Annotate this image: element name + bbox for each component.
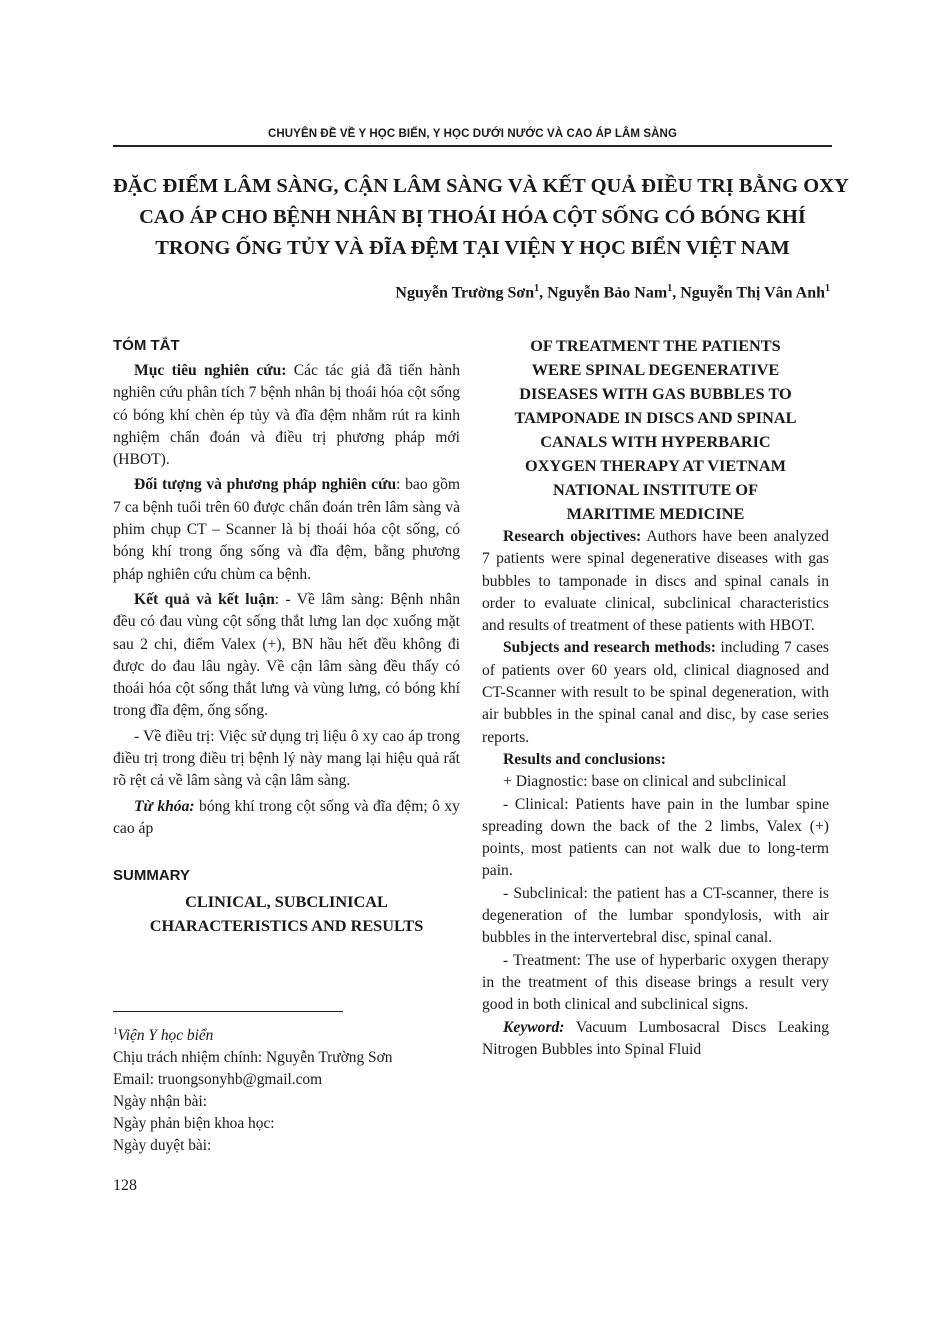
en-objectives-paragraph: Research objectives: Authors have been analyzed 7 patients were spinal degenerative diseases with gas bubbles to tamponade in discs and spinal canals in order to evaluate clinical, subclinical characteristics and results of treatment of these patients with HBOT. bbox=[482, 528, 829, 635]
journal-header: CHUYÊN ĐỀ VỀ Y HỌC BIỂN, Y HỌC DƯỚI NƯỚC VÀ CAO ÁP LÂM SÀNG bbox=[267, 128, 678, 140]
en-title-line: CHARACTERISTICS AND RESULTS bbox=[149, 916, 424, 936]
en-title-line: OXYGEN THERAPY AT VIETNAM bbox=[525, 456, 786, 475]
author-name: Nguyễn Thị Vân Anh bbox=[680, 284, 825, 302]
vn-treatment-paragraph: - Về điều trị: Việc sử dụng trị liệu ô xy cao áp trong điều trị trong điều trị bệnh lý này mang lại hiệu quả rất rõ rệt cả về lâm sàng và cận lâm sàng. bbox=[113, 727, 460, 790]
footnote-rule bbox=[113, 1011, 343, 1012]
en-results-heading: Results and conclusions: bbox=[503, 750, 666, 768]
header-rule bbox=[113, 145, 832, 147]
author-list: Nguyễn Trường Sơn$^1$, Nguyễn Bảo Nam$^1$, Nguyễn Thị Vân Anh$^1$ bbox=[395, 283, 830, 302]
vn-objective-paragraph: Mục tiêu nghiên cứu: Các tác giả đã tiến hành nghiên cứu phân tích 7 bệnh nhân bị thoái hóa cột sống có bóng khí chèn ép tủy và đĩa đệm nhằm rút ra kinh nghiệm chẩn đoán và điều trị phương pháp mới (HBOT). bbox=[113, 362, 460, 469]
en-title-line: MARITIME MEDICINE bbox=[566, 504, 745, 523]
footnote-accepted: Ngày duyệt bài: bbox=[113, 1137, 212, 1155]
en-title-line: CLINICAL, SUBCLINICAL bbox=[185, 892, 388, 912]
author-name: Nguyễn Trường Sơn bbox=[395, 284, 535, 302]
author-affiliation: 1 bbox=[667, 283, 673, 294]
author-affiliation: 1 bbox=[534, 283, 540, 294]
en-clinical-paragraph: - Clinical: Patients have pain in the lumbar spine spreading down the back of the 2 limbs, Valex (+) points, most patients can not walk due to long-term pain. bbox=[482, 795, 829, 880]
en-keyword-paragraph: Keyword: Vacuum Lumbosacral Discs Leaking Nitrogen Bubbles into Spinal Fluid bbox=[482, 1018, 829, 1058]
en-title-line: CANALS WITH HYPERBARIC bbox=[540, 432, 771, 451]
left-column bbox=[113, 334, 460, 938]
footnote-received: Ngày nhận bài: bbox=[113, 1093, 208, 1111]
page-number: 128 bbox=[113, 1177, 137, 1194]
footnote-affiliation: $^1$Viện Y học biển bbox=[113, 1026, 214, 1045]
english-title-part2 bbox=[482, 334, 829, 526]
en-treatment-paragraph: - Treatment: The use of hyperbaric oxygen therapy in the treatment of this disease brings a result very good in both clinical and subclinical signs. bbox=[482, 951, 829, 1014]
en-title-line: DISEASES WITH GAS BUBBLES TO bbox=[519, 384, 792, 403]
vn-results-paragraph: Kết quả và kết luận: - Về lâm sàng: Bệnh nhân đều có đau vùng cột sống thắt lưng lan dọc xuống mặt sau 2 chi, điểm Valex (+), BN hầu hết đều không đi được do đau lâu ngày. Về cận lâm sàng đều thấy có thoái hóa cột sống thắt lưng và vùng lưng, có bóng khí trong đĩa đệm, ống sống. bbox=[113, 590, 460, 720]
en-title-line: NATIONAL INSTITUTE OF bbox=[552, 480, 759, 499]
title-line: CAO ÁP CHO BỆNH NHÂN BỊ THOÁI HÓA CỘT SỐNG CÓ BÓNG KHÍ bbox=[139, 206, 806, 228]
en-subjects-paragraph: Subjects and research methods: including 7 cases of patients over 60 years old, clinical diagnosed and CT-Scanner with result to be spinal degeneration, with air bubbles in the spinal canal and disc, by case series reports. bbox=[482, 639, 829, 746]
author-affiliation: 1 bbox=[825, 283, 830, 294]
footnote-corresponding: Chịu trách nhiệm chính: Nguyễn Trường Sơn bbox=[113, 1049, 393, 1067]
abstract-heading: TÓM TẮT bbox=[113, 337, 180, 354]
en-title-line: WERE SPINAL DEGENERATIVE bbox=[531, 360, 780, 379]
en-title-line: TAMPONADE IN DISCS AND SPINAL bbox=[514, 408, 797, 427]
footnote bbox=[113, 1020, 473, 1157]
footnote-reviewed: Ngày phản biện khoa học: bbox=[113, 1115, 275, 1133]
title-line: TRONG ỐNG TỦY VÀ ĐĨA ĐỆM TẠI VIỆN Y HỌC BIỂN VIỆT NAM bbox=[155, 237, 790, 259]
article-title bbox=[113, 171, 849, 264]
author-name: Nguyễn Bảo Nam bbox=[547, 284, 668, 302]
title-line: ĐẶC ĐIỂM LÂM SÀNG, CẬN LÂM SÀNG VÀ KẾT QUẢ ĐIỀU TRỊ BẰNG OXY bbox=[113, 175, 849, 197]
footnote-email: Email: truongsonyhb@gmail.com bbox=[113, 1071, 323, 1089]
summary-heading: SUMMARY bbox=[113, 867, 190, 885]
right-column bbox=[482, 334, 829, 1061]
vn-keywords-paragraph: Từ khóa: bóng khí trong cột sống và đĩa đệm; ô xy cao áp bbox=[113, 797, 460, 837]
en-subclinical-paragraph: - Subclinical: the patient has a CT-scanner, there is degeneration of the lumbar spondylosis, with air bubbles in the intervertebral disc, spinal canal. bbox=[482, 884, 829, 947]
en-title-line: OF TREATMENT THE PATIENTS bbox=[530, 336, 781, 355]
en-diagnostic-paragraph: + Diagnostic: base on clinical and subclinical bbox=[503, 773, 787, 791]
english-title-part1 bbox=[113, 890, 460, 938]
vn-subjects-paragraph: Đối tượng và phương pháp nghiên cứu: bao gồm 7 ca bệnh tuổi trên 60 được chẩn đoán trên lâm sàng và phim chụp CT – Scanner là bị thoái hóa cột sống, có bóng khí trong ống sống và đĩa đệm, bằng phương pháp nghiên cứu chùm ca bệnh. bbox=[113, 476, 460, 583]
